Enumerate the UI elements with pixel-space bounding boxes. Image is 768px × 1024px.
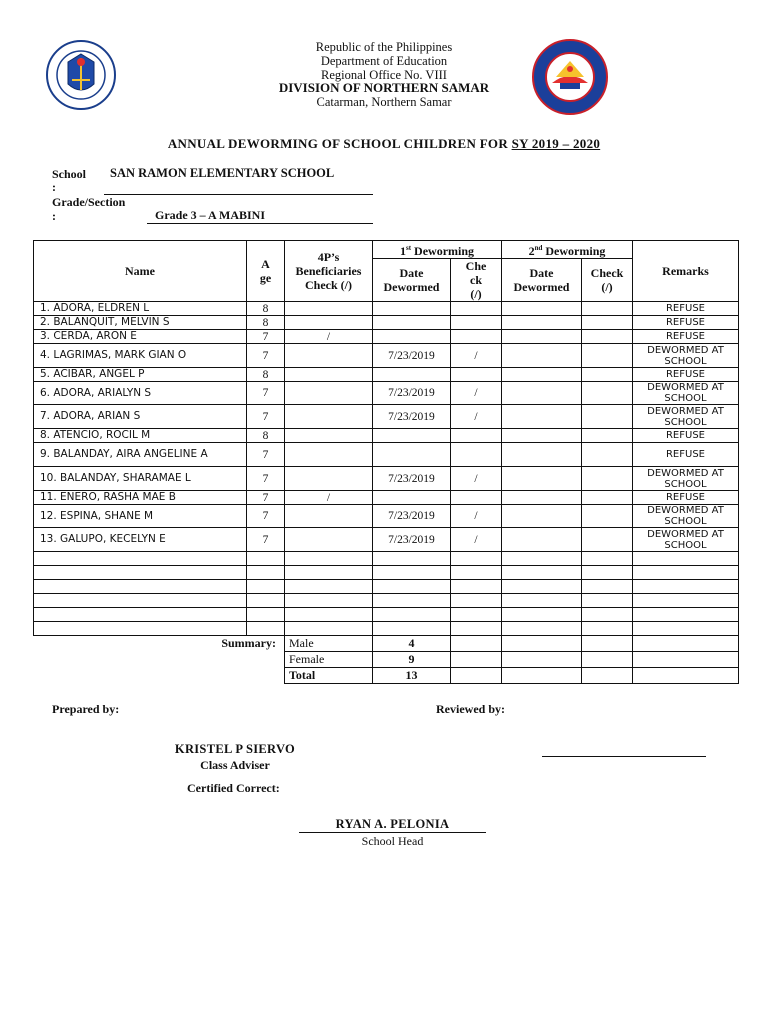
student-remarks: REFUSE [633,302,739,316]
student-name: 7. ADORA, ARIAN S [34,405,247,429]
blank-cell [502,566,582,580]
table-row [34,505,739,528]
first-date-dewormed: 7/23/2019 [373,405,451,429]
student-rows [34,302,739,552]
table-row [34,368,739,382]
first-check [451,302,502,316]
grade-value: Grade 3 – A MABINI [155,208,266,222]
second-date-dewormed [502,443,582,467]
blank-cell [34,608,247,622]
summary-female-value: 9 [373,652,451,668]
student-name: 8. ATENCIO, ROCIL M [34,429,247,443]
blank-cell [502,552,582,566]
header-division: DIVISION OF NORTHERN SAMAR [278,80,490,95]
blank-cell [285,622,373,636]
prepared-by-label: Prepared by: [52,702,120,716]
second-check [582,429,633,443]
student-age: 8 [247,302,285,316]
student-4ps-check: / [285,330,373,344]
blank-cell [633,622,739,636]
title-school-year: SY 2019 – 2020 [511,136,601,151]
student-remarks: DEWORMED AT SCHOOL [633,528,739,552]
blank-cell [451,566,502,580]
adviser-title: Class Adviser [200,758,270,772]
blank-row [34,566,739,580]
student-4ps-check [285,302,373,316]
first-date-dewormed [373,491,451,505]
first-check [451,316,502,330]
adviser-name: KRISTEL P SIERVO [174,742,296,756]
adviser-block [150,742,320,773]
student-remarks: REFUSE [633,491,739,505]
blank-cell [451,622,502,636]
student-age: 7 [247,505,285,528]
student-age: 8 [247,316,285,330]
student-name: 2. BALANQUIT, MELVIN S [34,316,247,330]
student-remarks: DEWORMED AT SCHOOL [633,505,739,528]
blank-cell [582,552,633,566]
blank-cell [451,608,502,622]
second-check [582,330,633,344]
second-check [582,382,633,405]
summary-female-label: Female [285,652,373,668]
student-4ps-check [285,382,373,405]
header-remarks: Remarks [633,241,739,302]
first-check: / [451,344,502,368]
student-name: 4. LAGRIMAS, MARK GIAN O [34,344,247,368]
blank-cell [247,622,285,636]
first-check [451,368,502,382]
blank-cell [582,580,633,594]
student-remarks: REFUSE [633,316,739,330]
blank-cell [373,608,451,622]
head-title: School Head [361,834,424,848]
blank-row [34,622,739,636]
school-label: School [52,167,87,181]
table-row [34,316,739,330]
blank-cell [247,552,285,566]
blank-cell [285,608,373,622]
student-remarks: REFUSE [633,330,739,344]
student-age: 7 [247,382,285,405]
header-name: Name [34,241,247,302]
second-date-dewormed [502,316,582,330]
first-check [451,330,502,344]
blank-cell [373,580,451,594]
student-name: 9. BALANDAY, AIRA ANGELINE A [34,443,247,467]
first-date-dewormed [373,302,451,316]
first-date-dewormed: 7/23/2019 [373,382,451,405]
first-check: / [451,382,502,405]
student-name: 3. CERDA, ARON E [34,330,247,344]
blank-cell [34,580,247,594]
student-age: 7 [247,330,285,344]
blank-cell [633,552,739,566]
summary-label: Summary: [34,636,285,652]
head-block [299,817,486,849]
head-name: RYAN A. PELONIA [299,817,486,833]
grade-label: Grade/Section [52,195,126,209]
deworming-table [33,240,739,684]
blank-cell [247,580,285,594]
second-check [582,505,633,528]
second-date-dewormed [502,429,582,443]
first-check: / [451,505,502,528]
first-check: / [451,467,502,491]
first-date-dewormed [373,429,451,443]
second-date-dewormed [502,382,582,405]
student-4ps-check [285,467,373,491]
second-date-dewormed [502,344,582,368]
first-check [451,491,502,505]
student-name: 6. ADORA, ARIALYN S [34,382,247,405]
blank-cell [633,566,739,580]
first-date-dewormed: 7/23/2019 [373,505,451,528]
summary-total-label: Total [285,668,373,684]
blank-cell [451,580,502,594]
blank-cell [502,594,582,608]
header-location: Catarman, Northern Samar [316,95,452,109]
student-age: 7 [247,528,285,552]
blank-cell [502,608,582,622]
student-name: 5. ACIBAR, ANGEL P [34,368,247,382]
second-date-dewormed [502,330,582,344]
first-date-dewormed [373,443,451,467]
table-row [34,344,739,368]
blank-cell [285,552,373,566]
second-date-dewormed [502,467,582,491]
student-4ps-check [285,405,373,429]
header-date-dewormed-2: Date Dewormed [502,259,582,302]
blank-cell [451,594,502,608]
summary-section [34,636,739,684]
blank-cell [247,566,285,580]
blank-row [34,552,739,566]
table-row [34,443,739,467]
blank-cell [373,566,451,580]
second-date-dewormed [502,528,582,552]
student-name: 13. GALUPO, KECELYN E [34,528,247,552]
table-row [34,429,739,443]
blank-row [34,580,739,594]
second-check [582,491,633,505]
blank-cell [247,594,285,608]
student-age: 7 [247,443,285,467]
page-title [0,136,768,152]
first-check [451,443,502,467]
blank-cell [247,608,285,622]
blank-cell [34,566,247,580]
header-second-deworming: 2nd Deworming [502,241,633,259]
student-age: 8 [247,368,285,382]
blank-cell [34,622,247,636]
first-check: / [451,528,502,552]
blank-rows [34,552,739,636]
table-row [34,382,739,405]
first-date-dewormed: 7/23/2019 [373,467,451,491]
reviewer-signature-line [542,756,706,757]
second-check [582,528,633,552]
student-age: 8 [247,429,285,443]
blank-cell [373,622,451,636]
student-4ps-check: / [285,491,373,505]
second-check [582,316,633,330]
header-region: Regional Office No. VIII [321,68,447,82]
student-remarks: REFUSE [633,429,739,443]
blank-cell [373,552,451,566]
student-age: 7 [247,491,285,505]
student-name: 10. BALANDAY, SHARAMAE L [34,467,247,491]
grade-colon: : [52,209,56,223]
header-check-2: Check (/) [582,259,633,302]
blank-cell [633,594,739,608]
blank-cell [34,594,247,608]
blank-cell [633,608,739,622]
second-check [582,344,633,368]
table-row [34,330,739,344]
student-remarks: REFUSE [633,443,739,467]
first-date-dewormed: 7/23/2019 [373,528,451,552]
summary-male-value: 4 [373,636,451,652]
blank-cell [34,552,247,566]
student-remarks: DEWORMED AT SCHOOL [633,344,739,368]
student-4ps-check [285,368,373,382]
first-date-dewormed [373,368,451,382]
student-age: 7 [247,405,285,429]
blank-cell [633,580,739,594]
blank-cell [582,566,633,580]
blank-cell [285,566,373,580]
second-check [582,405,633,429]
student-4ps-check [285,505,373,528]
school-colon: : [52,180,56,194]
student-remarks: DEWORMED AT SCHOOL [633,467,739,491]
blank-row [34,608,739,622]
header-check-1: Check (/) [451,259,502,302]
second-check [582,302,633,316]
table-row [34,405,739,429]
blank-cell [451,552,502,566]
table-row [34,302,739,316]
student-4ps-check [285,344,373,368]
first-check: / [451,405,502,429]
student-4ps-check [285,316,373,330]
second-date-dewormed [502,302,582,316]
student-age: 7 [247,344,285,368]
title-prefix: ANNUAL DEWORMING OF SCHOOL CHILDREN FOR [167,136,512,151]
blank-cell [582,608,633,622]
second-date-dewormed [502,405,582,429]
header-age: Age [247,241,285,302]
student-name: 12. ESPINA, SHANE M [34,505,247,528]
summary-total-value: 13 [373,668,451,684]
blank-cell [502,622,582,636]
header-date-dewormed-1: Date Dewormed [373,259,451,302]
header-first-deworming: 1st Deworming [373,241,502,259]
second-check [582,368,633,382]
student-remarks: DEWORMED AT SCHOOL [633,382,739,405]
blank-cell [373,594,451,608]
table-row [34,491,739,505]
student-name: 11. ENERO, RASHA MAE B [34,491,247,505]
reviewed-by-label: Reviewed by: [436,702,505,716]
summary-male-label: Male [285,636,373,652]
first-date-dewormed [373,316,451,330]
table-row [34,528,739,552]
blank-cell [582,594,633,608]
second-check [582,443,633,467]
student-age: 7 [247,467,285,491]
blank-cell [502,580,582,594]
header-department: Department of Education [320,54,448,68]
header-republic: Republic of the Philippines [315,40,453,54]
blank-cell [285,594,373,608]
second-check [582,467,633,491]
blank-cell [582,622,633,636]
student-name: 1. ADORA, ELDREN L [34,302,247,316]
first-check [451,429,502,443]
first-date-dewormed [373,330,451,344]
header-4ps: 4P’s Beneficiaries Check (/) [285,241,373,302]
student-remarks: REFUSE [633,368,739,382]
second-date-dewormed [502,368,582,382]
first-date-dewormed: 7/23/2019 [373,344,451,368]
second-date-dewormed [502,491,582,505]
table-row [34,467,739,491]
student-remarks: DEWORMED AT SCHOOL [633,405,739,429]
school-value: SAN RAMON ELEMENTARY SCHOOL [110,166,335,180]
student-4ps-check [285,429,373,443]
blank-row [34,594,739,608]
student-4ps-check [285,528,373,552]
certified-correct-label: Certified Correct: [187,781,280,795]
student-4ps-check [285,443,373,467]
blank-cell [285,580,373,594]
second-date-dewormed [502,505,582,528]
